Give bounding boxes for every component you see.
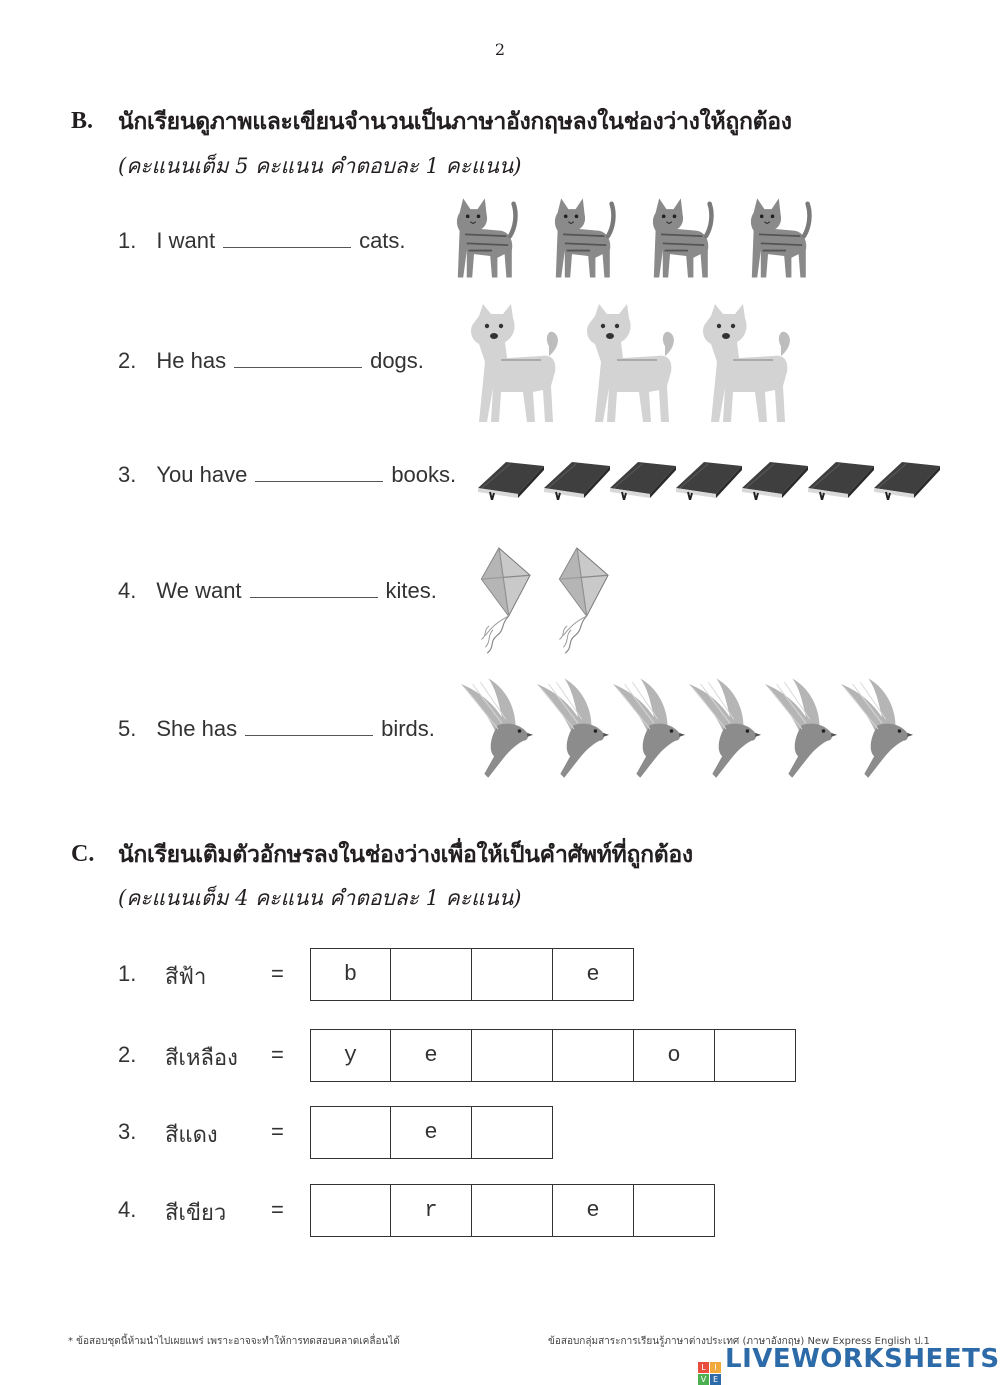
letter-box-empty[interactable] [310,1106,391,1159]
letter-box-empty[interactable] [472,948,553,1001]
section-b-title: นักเรียนดูภาพและเขียนจำนวนเป็นภาษาอังกฤษลงในช่องว่างให้ถูกต้อง [118,109,792,135]
book-icon [806,458,876,500]
cat-icon [643,190,715,285]
cat-icon [447,190,519,285]
spelling-number: 1. [118,961,137,986]
book-icon [476,458,546,500]
bird-icon [535,676,613,784]
letter-box-prefilled: o [634,1029,715,1082]
bird-icon [687,676,765,784]
thai-color-word: สีเหลือง [165,1045,238,1070]
bird-icon [839,676,917,784]
kite-icon [530,546,618,658]
thai-color-word: สีเขียว [165,1200,227,1225]
book-icon [740,458,810,500]
question-text-after: cats. [359,228,406,253]
question-number: 4. [118,578,137,603]
equals-sign: = [271,961,284,986]
kite-icon [452,546,540,658]
question-row [118,578,437,604]
letter-box-prefilled: e [391,1029,472,1082]
equals-sign: = [271,1042,284,1067]
letter-box-empty[interactable] [715,1029,796,1082]
footer-note: * ข้อสอบชุดนี้ห้ามนำไปเผยแพร่ เพราะอาจจะทำให้การทดสอบคลาดเคลื่อนได้ [68,1336,400,1347]
equals-sign: = [271,1197,284,1222]
dog-icon [577,302,677,427]
spelling-number: 2. [118,1042,137,1067]
question-text-after: books. [391,462,457,487]
letter-box-prefilled: y [310,1029,391,1082]
book-icon [674,458,744,500]
letter-box-empty[interactable] [472,1184,553,1237]
letter-box-empty[interactable] [391,948,472,1001]
question-text-after: dogs. [370,348,424,373]
bird-icon [763,676,841,784]
letter-box-prefilled: e [553,1184,634,1237]
question-number: 1. [118,228,137,253]
question-text-after: birds. [381,716,435,741]
answer-blank[interactable] [255,480,383,482]
bird-icon [459,676,537,784]
letter-box-empty[interactable] [553,1029,634,1082]
letter-box-empty[interactable] [310,1184,391,1237]
question-number: 3. [118,462,137,487]
section-c-letter: C. [71,841,95,867]
page-number: 2 [494,40,506,59]
section-b-letter: B. [71,108,94,134]
footer-course: ข้อสอบกลุ่มสาระการเรียนรู้ภาษาต่างประเทศ (ภาษาอังกฤษ) New Express English ป.1 [548,1336,930,1347]
question-text-before: I want [156,228,216,253]
question-text-before: She has [156,716,238,741]
question-text-after: kites. [385,578,437,603]
thai-color-word: สีแดง [165,1122,218,1147]
book-icon [542,458,612,500]
answer-blank[interactable] [234,366,362,368]
question-number: 2. [118,348,137,373]
spelling-number: 4. [118,1197,137,1222]
question-number: 5. [118,716,137,741]
letter-box-empty[interactable] [472,1106,553,1159]
letter-box-empty[interactable] [472,1029,553,1082]
question-row [118,348,424,374]
dog-icon [693,302,793,427]
question-row [118,228,406,254]
book-icon [608,458,678,500]
cat-icon [741,190,813,285]
letter-box-prefilled: b [310,948,391,1001]
bird-icon [611,676,689,784]
dog-icon [461,302,561,427]
question-row [118,462,456,488]
letter-box-prefilled: r [391,1184,472,1237]
letter-box-prefilled: e [391,1106,472,1159]
letter-box-prefilled: e [553,948,634,1001]
question-text-before: He has [156,348,227,373]
question-row [118,716,435,742]
section-c-subtitle: (คะแนนเต็ม 4 คะแนน คำตอบละ 1 คะแนน) [118,886,522,910]
answer-blank[interactable] [245,734,373,736]
thai-color-word: สีฟ้า [165,964,207,989]
question-text-before: You have [156,462,248,487]
logo-icon: L I V E [698,1362,721,1385]
brand-name: LIVEWORKSHEETS [725,1344,1000,1374]
letter-box-empty[interactable] [634,1184,715,1237]
spelling-number: 3. [118,1119,137,1144]
answer-blank[interactable] [250,596,378,598]
book-icon [872,458,942,500]
answer-blank[interactable] [223,246,351,248]
section-b-subtitle: (คะแนนเต็ม 5 คะแนน คำตอบละ 1 คะแนน) [118,154,522,178]
question-text-before: We want [156,578,242,603]
equals-sign: = [271,1119,284,1144]
cat-icon [545,190,617,285]
section-c-title: นักเรียนเติมตัวอักษรลงในช่องว่างเพื่อให้เป็นคำศัพท์ที่ถูกต้อง [118,842,693,868]
